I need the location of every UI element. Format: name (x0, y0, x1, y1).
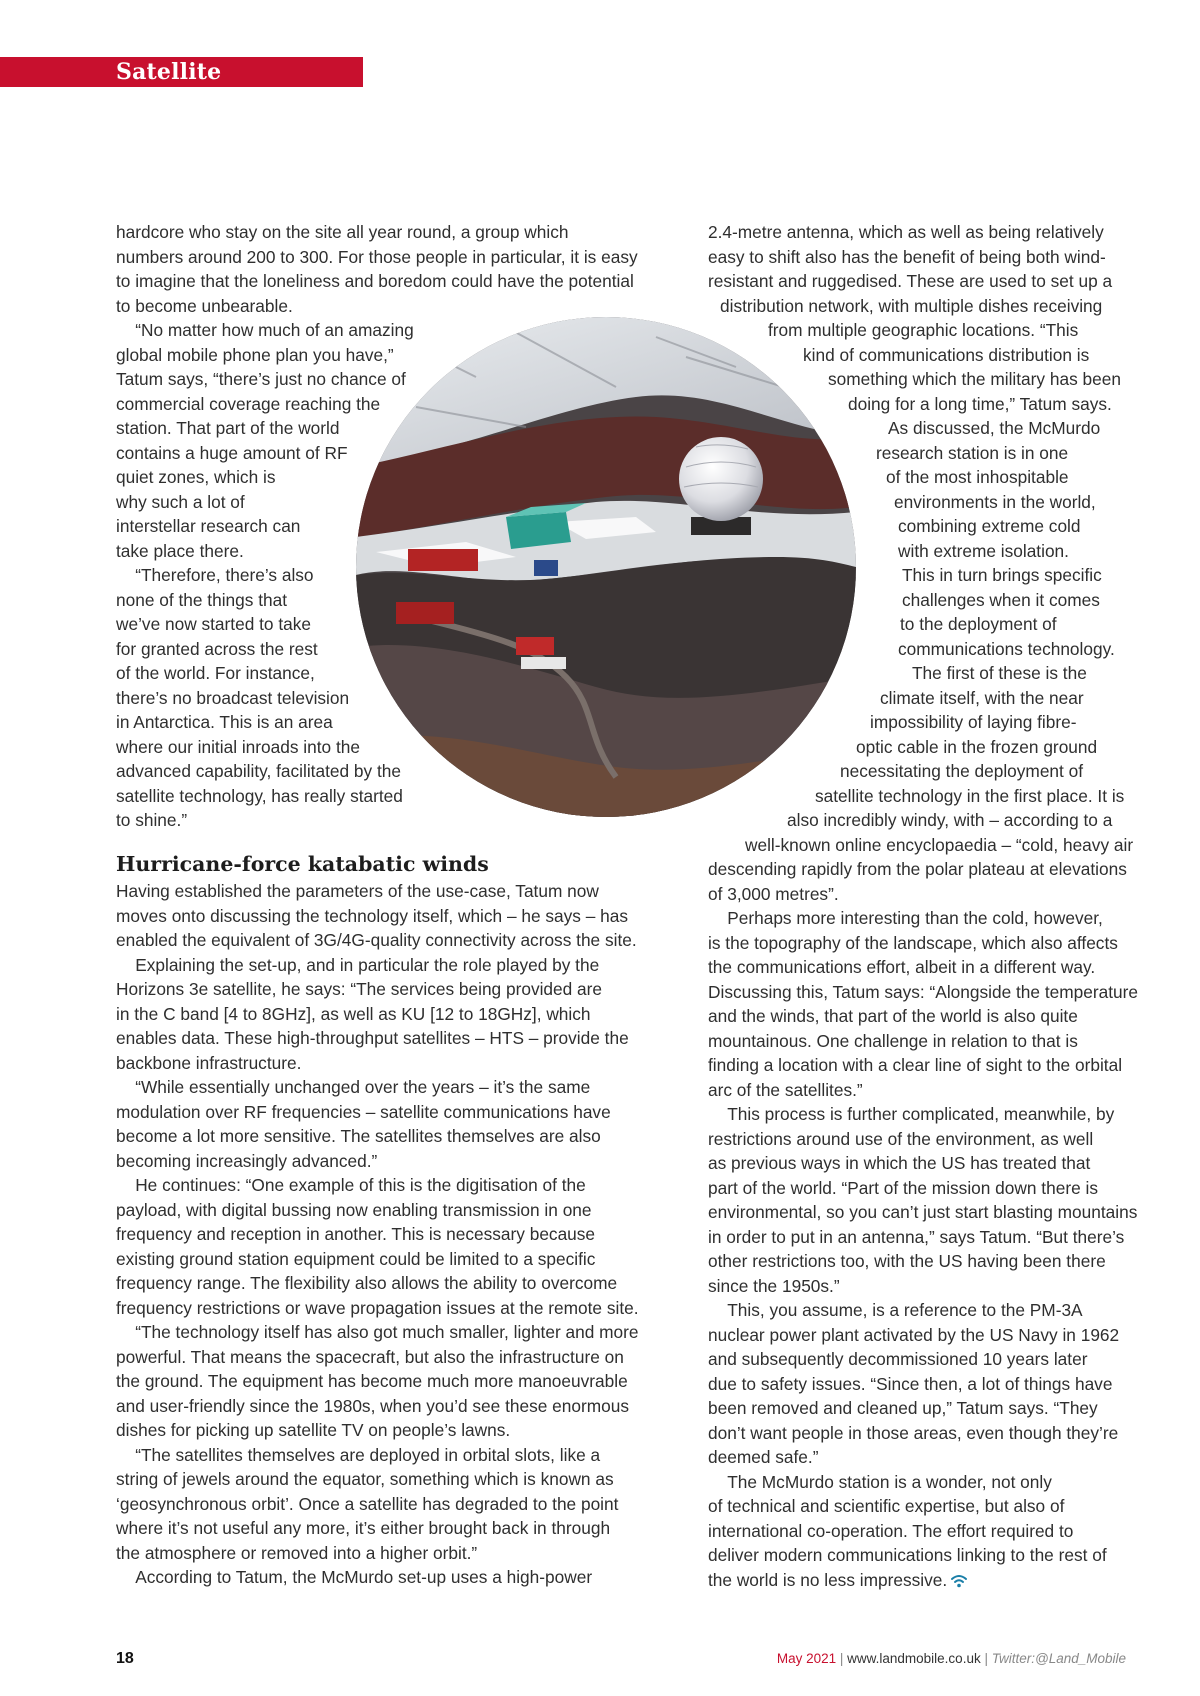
text-line: take place there. (116, 540, 244, 561)
text-line: and user-friendly since the 1980s, when you’d see these enormous (116, 1395, 629, 1416)
text-line: finding a location with a clear line of sight to the orbital (708, 1055, 1123, 1075)
text-line: The McMurdo station is a wonder, not only (708, 1471, 1052, 1492)
text-line: ‘geosynchronous orbit’. Once a satellite has degraded to the point (116, 1493, 619, 1514)
text-line: hardcore who stay on the site all year round, a group which (116, 222, 569, 242)
text-line: moves onto discussing the technology itself, which – he says – has (116, 905, 628, 926)
text-line: becoming increasingly advanced.” (116, 1150, 378, 1171)
section-title: Satellite technology (116, 59, 254, 111)
text-line: commercial coverage reaching the (116, 393, 381, 414)
text-line: satellite technology, has really started (116, 785, 403, 806)
text-line: to become unbearable. (116, 295, 293, 316)
section-header-bar (0, 57, 363, 111)
text-line: satellite technology in the first place. It is (815, 785, 1125, 806)
text-line: combining extreme cold (898, 516, 1081, 536)
text-line: with extreme isolation. (898, 540, 1069, 561)
text-line: there’s no broadcast television (116, 687, 350, 708)
text-line: frequency restrictions or wave propagation issues at the remote site. (116, 1297, 639, 1318)
text-line: “No matter how much of an amazing (116, 320, 414, 340)
text-line: distribution network, with multiple dishes receiving (720, 295, 1103, 316)
text-line: and the winds, that part of the world is also quite (708, 1006, 1078, 1026)
text-line: numbers around 200 to 300. For those people in particular, it is easy (116, 246, 638, 267)
text-line: resistant and ruggedised. These are used to set up a (708, 271, 1113, 291)
text-line: Discussing this, Tatum says: “Alongside the temperature (708, 981, 1138, 1002)
text-line: enabled the equivalent of 3G/4G-quality connectivity across the site. (116, 930, 637, 950)
text-line: frequency range. The flexibility also allows the ability to overcome (116, 1273, 618, 1293)
text-line: to imagine that the loneliness and boredom could have the potential (116, 271, 634, 291)
text-line: enables data. These high-throughput satellites – HTS – provide the (116, 1028, 629, 1048)
text-line: Explaining the set-up, and in particular the role played by the (116, 954, 600, 975)
text-line: part of the world. “Part of the mission down there is (708, 1177, 1098, 1198)
text-line: This process is further complicated, meanwhile, by (708, 1104, 1115, 1124)
text-line: This, you assume, is a reference to the PM-3A (708, 1300, 1083, 1320)
text-line: in Antarctica. This is an area (116, 712, 333, 732)
text-line: why such a lot of (116, 491, 245, 512)
text-line: necessitating the deployment of (840, 761, 1084, 781)
text-line: Having established the parameters of the use-case, Tatum now (116, 881, 599, 901)
text-line: to shine.” (116, 810, 188, 830)
text-line: contains a huge amount of RF (116, 442, 348, 463)
text-line: for granted across the rest (116, 638, 318, 659)
text-line: arc of the satellites.” (708, 1079, 863, 1100)
text-line: quiet zones, which is (116, 467, 276, 487)
text-line: doing for a long time,” Tatum says. (848, 393, 1112, 414)
text-line: nuclear power plant activated by the US Navy in 1962 (708, 1324, 1120, 1345)
twitter-handle[interactable]: Twitter:@Land_Mobile (991, 1651, 1126, 1666)
text-line: “The technology itself has also got much smaller, lighter and more (116, 1322, 639, 1342)
text-line: due to safety issues. “Since then, a lot of things have (708, 1373, 1113, 1394)
text-line: advanced capability, facilitated by the (116, 761, 401, 781)
text-line: as previous ways in which the US has treated that (708, 1153, 1091, 1173)
text-line: to the deployment of (900, 614, 1057, 634)
text-line: where it’s not useful any more, it’s either brought back in through (116, 1518, 611, 1538)
text-line: communications technology. (898, 638, 1115, 659)
text-line: existing ground station equipment could be limited to a specific (116, 1248, 596, 1269)
sub-heading: Hurricane-force katabatic winds (116, 852, 489, 876)
text-line: other restrictions too, with the US having been there (708, 1251, 1106, 1271)
text-line: modulation over RF frequencies – satellite communications have (116, 1101, 611, 1122)
text-line: global mobile phone plan you have,” (116, 344, 394, 365)
text-line: The first of these is the (912, 663, 1087, 683)
text-line: since the 1950s.” (708, 1275, 840, 1296)
text-line: descending rapidly from the polar plateau at elevations (708, 859, 1127, 879)
text-line: restrictions around use of the environment, as well (708, 1128, 1094, 1149)
text-line: frequency and reception in another. This is necessary because (116, 1224, 596, 1244)
text-line: the atmosphere or removed into a higher orbit.” (116, 1542, 478, 1563)
text-line: station. That part of the world (116, 418, 340, 438)
footer-credits (777, 1651, 1126, 1666)
text-line: According to Tatum, the McMurdo set-up uses a high-power (116, 1567, 593, 1587)
text-line: easy to shift also has the benefit of being both wind- (708, 246, 1106, 267)
text-line: kind of communications distribution is (803, 344, 1090, 365)
text-line: 2.4-metre antenna, which as well as being relatively (708, 222, 1104, 242)
text-line: interstellar research can (116, 516, 301, 536)
footer-separator: | (836, 1651, 848, 1666)
text-line: the ground. The equipment has become much more manoeuvrable (116, 1371, 628, 1391)
text-line: powerful. That means the spacecraft, but also the infrastructure on (116, 1346, 624, 1367)
text-line: the world is no less impressive. (708, 1568, 967, 1593)
text-line: of the world. For instance, (116, 663, 315, 683)
text-line: “The satellites themselves are deployed in orbital slots, like a (116, 1444, 601, 1465)
mcmurdo-station-photo (356, 317, 856, 817)
text-line: of 3,000 metres”. (708, 883, 839, 904)
text-line: become a lot more sensitive. The satellites themselves are also (116, 1126, 601, 1146)
text-line: challenges when it comes (902, 589, 1100, 610)
text-line: Tatum says, “there’s just no chance of (116, 369, 406, 389)
text-line: we’ve now started to take (116, 614, 311, 634)
text-line: impossibility of laying fibre- (870, 712, 1077, 732)
website-link[interactable]: www.landmobile.co.uk (847, 1651, 981, 1666)
text-line: from multiple geographic locations. “This (768, 320, 1079, 340)
text-line: “Therefore, there’s also (116, 565, 314, 585)
text-line: He continues: “One example of this is the digitisation of the (116, 1175, 586, 1195)
text-line: backbone infrastructure. (116, 1052, 302, 1073)
text-line: in the C band [4 to 8GHz], as well as KU [12 to 18GHz], which (116, 1003, 591, 1024)
text-line: international co-operation. The effort required to (708, 1520, 1074, 1541)
text-line: of the most inhospitable (886, 467, 1069, 487)
text-line: mountainous. One challenge in relation to that is (708, 1030, 1078, 1051)
text-line: environments in the world, (894, 491, 1096, 512)
text-line: Perhaps more interesting than the cold, however, (708, 908, 1103, 928)
text-line: also incredibly windy, with – according to a (787, 810, 1113, 830)
text-line: “While essentially unchanged over the years – it’s the same (116, 1077, 591, 1097)
text-line: dishes for picking up satellite TV on people’s lawns. (116, 1420, 511, 1440)
page-number: 18 (116, 1650, 134, 1667)
text-line: As discussed, the McMurdo (888, 418, 1101, 438)
text-line: This in turn brings specific (902, 565, 1102, 585)
text-line: is the topography of the landscape, which also affects (708, 932, 1118, 953)
text-line: been removed and cleaned up,” Tatum says. “They (708, 1398, 1098, 1418)
text-line: optic cable in the frozen ground (856, 736, 1098, 757)
text-line: where our initial inroads into the (116, 736, 360, 757)
text-line: the communications effort, albeit in a different way. (708, 957, 1096, 977)
text-line: deemed safe.” (708, 1447, 819, 1467)
text-line: something which the military has been (828, 369, 1121, 389)
wifi-icon (951, 1574, 967, 1588)
text-line: Horizons 3e satellite, he says: “The services being provided are (116, 979, 603, 999)
text-line: well-known online encyclopaedia – “cold, heavy air (745, 834, 1134, 855)
text-line: research station is in one (876, 442, 1069, 463)
footer-separator: | (980, 1651, 992, 1666)
text-line: environmental, so you can’t just start blasting mountains (708, 1202, 1138, 1222)
text-line: and subsequently decommissioned 10 years later (708, 1349, 1088, 1369)
issue-date: May 2021 (776, 1651, 837, 1666)
text-line: of technical and scientific expertise, but also of (708, 1496, 1065, 1516)
text-line: deliver modern communications linking to the rest of (708, 1545, 1107, 1565)
text-line: payload, with digital bussing now enabling transmission in one (116, 1199, 592, 1220)
text-line: none of the things that (116, 589, 288, 610)
text-line: don’t want people in those areas, even though they’re (708, 1422, 1119, 1443)
text-line: string of jewels around the equator, something which is known as (116, 1469, 614, 1489)
text-line: climate itself, with the near (880, 687, 1084, 708)
text-line: in order to put in an antenna,” says Tatum. “But there’s (708, 1226, 1125, 1247)
